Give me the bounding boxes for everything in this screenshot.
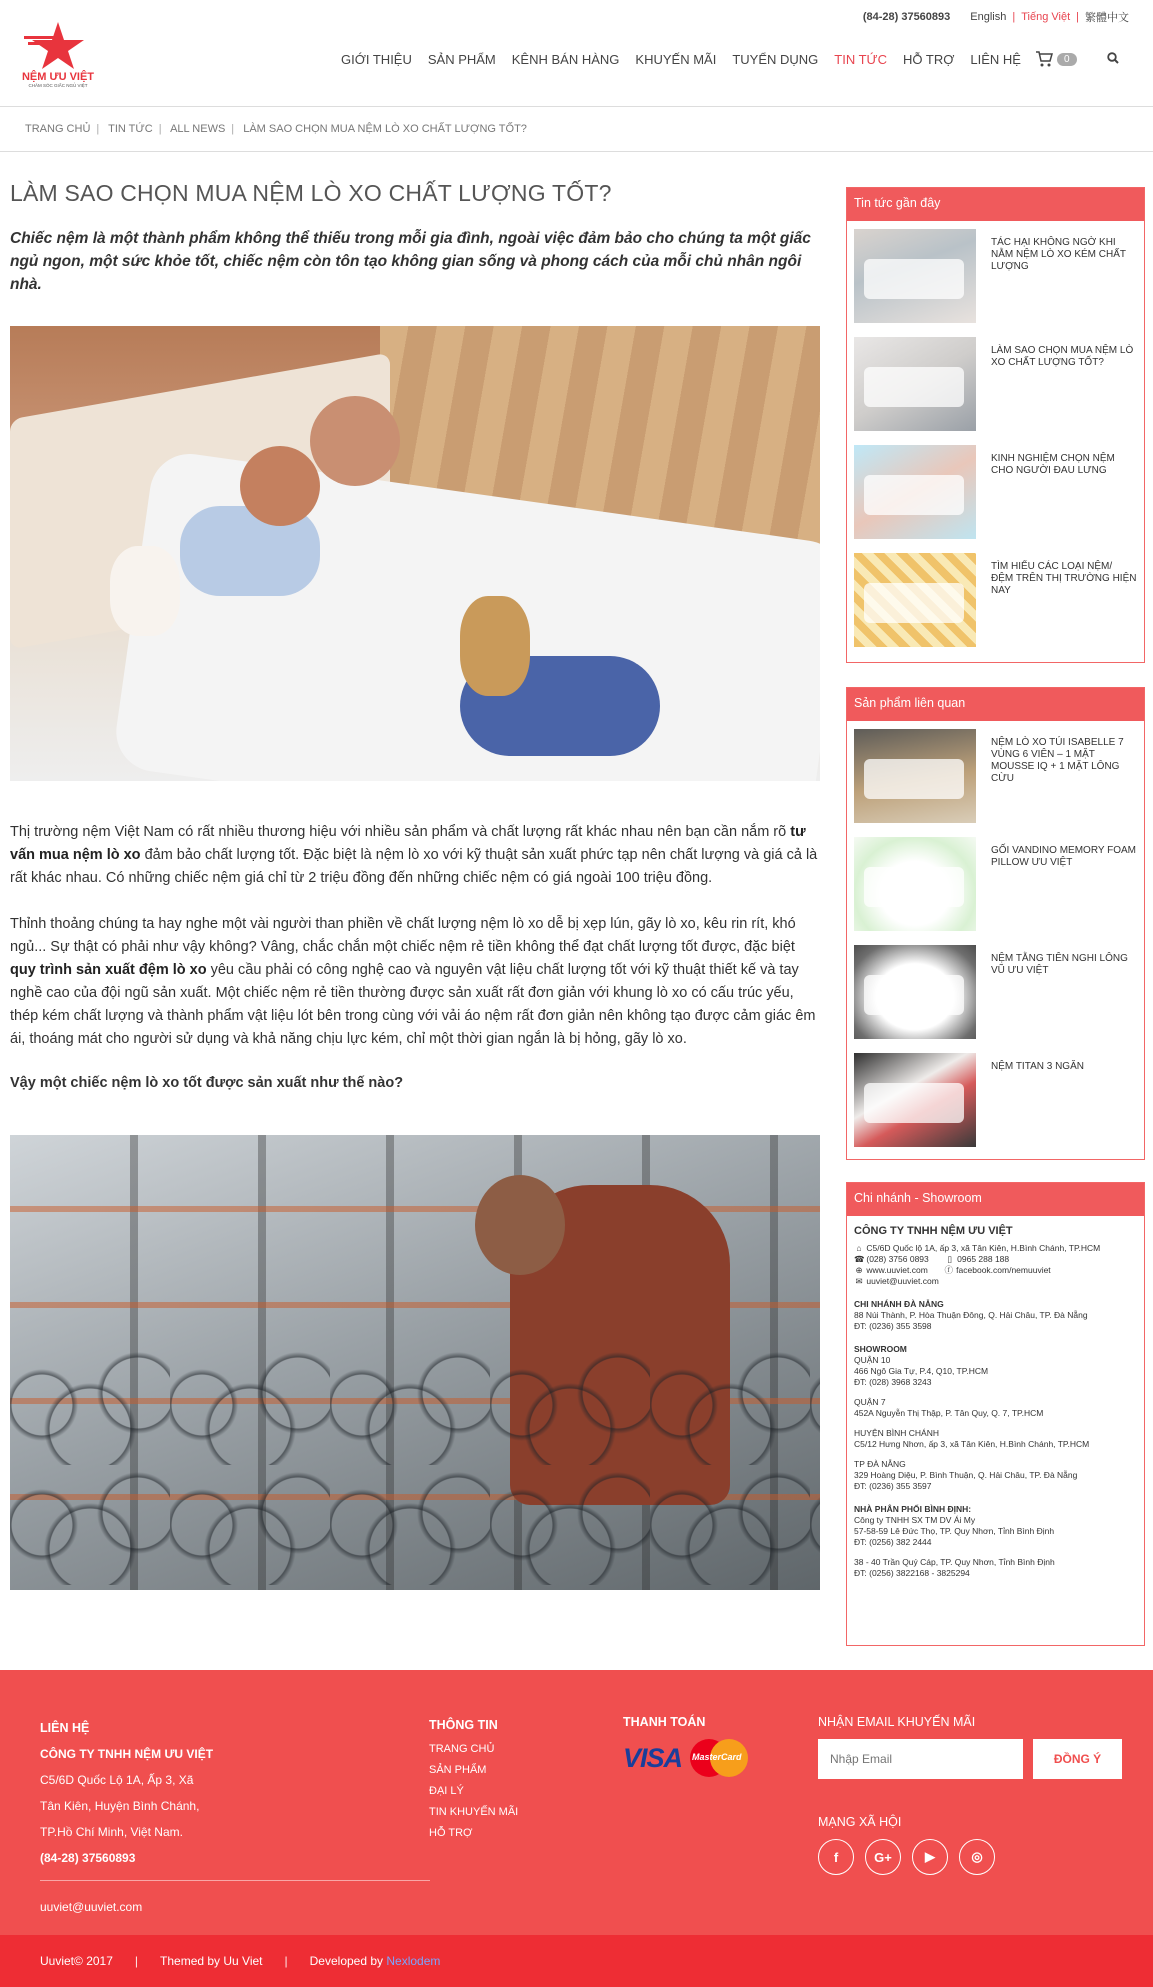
news-thumbnail[interactable]	[854, 445, 976, 539]
paragraph: Thỉnh thoảng chúng ta hay nghe một vài người than phiền về chất lượng nệm lò xo dễ bị xẹp lún, gãy lò xo, kêu rin rít, khó ngủ... Sự thật có phải như vậy không? Vâng, chắc chắn một chiếc nệm rẻ tiền không thể đạt chất lượng tốt được, đặc biệt quy trình sản xuất đệm lò xo yêu cầu phải có công nghệ cao và nguyên vật liệu chất lượng tốt với kỹ thuật thiết kế và tay nghề cao của đội ngũ sản xuất. Một chiếc nệm rẻ tiền thường được sản xuất rất đơn giản với khung lò xo có cấu trúc yếu, thép kém chất lượng và thành phẩm vật liệu lót bên trong cùng với vải áo nệm rất đơn giản nên không tạo được cảm giác êm ái, thoáng mát cho người sử dụng và khả năng chịu lực kém, chỉ một thời gian ngắn là bị hỏng, gãy lò xo.	[10, 916, 816, 1047]
branch-company: CÔNG TY TNHH NỆM ƯU VIỆT	[854, 1225, 1013, 1237]
news-link[interactable]: TÌM HIỂU CÁC LOẠI NỆM/ ĐỆM TRÊN THỊ TRƯỜNG HIỆN NAY	[991, 561, 1137, 596]
branch-address: 329 Hoàng Diệu, P. Bình Thuận, Q. Hải Châu, TP. Đà Nẵng	[854, 1470, 1078, 1480]
list-item[interactable]	[854, 945, 1137, 1043]
footer-heading: THÔNG TIN	[429, 1718, 498, 1732]
footer-subscribe	[818, 1715, 1122, 1875]
article-question: Vậy một chiếc nệm lò xo tốt được sản xuất như thế nào?	[10, 1075, 404, 1091]
footer-link-products[interactable]: SẢN PHẨM	[429, 1764, 487, 1776]
branch-phone: ĐT: (0236) 355 3597	[854, 1481, 932, 1491]
breadcrumb-all-news[interactable]: ALL NEWS	[170, 123, 226, 135]
youtube-icon[interactable]: ▶	[912, 1839, 948, 1875]
google-plus-icon[interactable]: G+	[865, 1839, 901, 1875]
divider: |	[1012, 11, 1016, 23]
list-item[interactable]	[854, 837, 1137, 935]
footer-info	[429, 1715, 518, 1844]
recent-news-widget	[846, 187, 1145, 663]
factory-worker-photo	[10, 1135, 820, 1590]
paragraph: Thị trường nệm Việt Nam có rất nhiều thương hiệu với nhiều sản phẩm và chất lượng rất khác nhau nên bạn cần nắm rõ tư vấn mua nệm lò xo đảm bảo chất lượng tốt. Đặc biệt là nệm lò xo với kỹ thuật sản xuất phức tạp nên chất lượng và giá cả là rất khác nhau. Có những chiếc nệm giá chỉ từ 2 triệu đồng đến những chiếc nệm có giá ngoài 100 triệu đồng.	[10, 824, 818, 886]
branch-phone: ĐT: (028) 3968 3243	[854, 1377, 932, 1387]
themed-by: Themed by Uu Viet	[160, 1954, 263, 1968]
nav-kenh-ban-hang[interactable]: KÊNH BÁN HÀNG	[511, 51, 620, 67]
news-link[interactable]: LÀM SAO CHỌN MUA NỆM LÒ XO CHẤT LƯỢNG TỐT?	[991, 345, 1134, 368]
header-phone[interactable]: (84-28) 37560893	[862, 11, 951, 23]
branch-heading: CHI NHÁNH ĐÀ NẴNG	[854, 1299, 944, 1309]
breadcrumb: TRANG CHỦ | TIN TỨC | ALL NEWS | LÀM SAO CHỌN MUA NỆM LÒ XO CHẤT LƯỢNG TỐT?	[25, 123, 527, 135]
link-tu-van[interactable]: tư vấn mua nệm lò xo	[10, 824, 806, 863]
nav-tin-tuc[interactable]: TIN TỨC	[834, 51, 888, 67]
list-item[interactable]	[854, 553, 1137, 651]
mastercard-logo: MasterCard	[690, 1739, 748, 1777]
footer-address: Tân Kiên, Huyện Bình Chánh,	[40, 1799, 200, 1813]
nav-tuyen-dung[interactable]: TUYỂN DỤNG	[732, 51, 819, 67]
footer-link-agents[interactable]: ĐẠI LÝ	[429, 1785, 464, 1797]
cart-icon	[1035, 51, 1053, 67]
footer-link-home[interactable]: TRANG CHỦ	[429, 1743, 495, 1755]
lang-vietnamese[interactable]: Tiếng Việt	[1021, 11, 1071, 23]
list-item[interactable]	[854, 729, 1137, 827]
footer-link-support[interactable]: HỖ TRỢ	[429, 1827, 473, 1839]
divider: |	[134, 1954, 139, 1968]
footer-address: C5/6D Quốc Lộ 1A, Ấp 3, Xã	[40, 1773, 194, 1787]
footer-company: CÔNG TY TNHH NỆM ƯU VIỆT	[40, 1747, 214, 1761]
footer-heading: NHẬN EMAIL KHUYẾN MÃI	[818, 1715, 976, 1729]
branch-address: 466 Ngô Gia Tự, P.4, Q10, TP.HCM	[854, 1366, 989, 1376]
branch-address: 57-58-59 Lê Đức Thọ, TP. Quy Nhơn, Tỉnh Bình Định	[854, 1526, 1055, 1536]
news-thumbnail[interactable]	[854, 337, 976, 431]
subscribe-button[interactable]: ĐỒNG Ý	[1033, 1739, 1122, 1779]
branch-label: TP ĐÀ NẴNG	[854, 1459, 906, 1469]
cart-count-badge: 0	[1057, 53, 1077, 66]
news-link[interactable]: TÁC HẠI KHÔNG NGỜ KHI NẰM NỆM LÒ XO KÉM CHẤT LƯỢNG	[991, 237, 1126, 272]
list-item[interactable]	[854, 229, 1137, 327]
product-link[interactable]: NỆM TẰNG TIÊN NGHI LÔNG VŨ ƯU VIỆT	[991, 953, 1128, 976]
logo-text: NỆM ƯU VIỆT	[21, 71, 95, 83]
link-quy-trinh[interactable]: quy trình sản xuất đệm lò xo	[10, 962, 207, 978]
phone-icon: ☎	[854, 1254, 865, 1264]
news-link[interactable]: KINH NGHIỆM CHỌN NỆM CHO NGƯỜI ĐAU LƯNG	[991, 453, 1115, 476]
related-products-widget	[846, 687, 1145, 1160]
email-link[interactable]: uuviet@uuviet.com	[866, 1276, 939, 1286]
star-logo-icon	[32, 22, 84, 69]
divider: |	[1076, 11, 1079, 23]
lang-english[interactable]: English	[970, 11, 1007, 23]
product-link[interactable]: NỆM LÒ XO TÚI ISABELLE 7 VÙNG 6 VIÊN – 1 MẶT MOUSSE IQ + 1 MẶT LÔNG CỪU	[991, 737, 1124, 784]
breadcrumb-current: LÀM SAO CHỌN MUA NỆM LÒ XO CHẤT LƯỢNG TỐT?	[243, 123, 527, 135]
main-nav	[333, 51, 1153, 67]
lang-chinese[interactable]: 繁體中文	[1085, 12, 1129, 24]
footer-address: TP.Hồ Chí Minh, Việt Nam.	[40, 1825, 183, 1839]
facebook-icon[interactable]: f	[818, 1839, 854, 1875]
search-icon	[1107, 52, 1119, 64]
footer-payment	[623, 1715, 748, 1777]
branch-phone: ĐT: (0236) 355 3598	[854, 1321, 932, 1331]
widget-title: Chi nhánh - Showroom	[847, 1183, 1144, 1216]
top-bar	[863, 9, 1129, 25]
list-item[interactable]	[854, 445, 1137, 543]
website-link[interactable]: www.uuviet.com	[866, 1265, 928, 1275]
logo-tagline: CHĂM SÓC GIẤC NGỦ VIỆT	[28, 83, 88, 88]
branch-heading: NHÀ PHÂN PHỐI BÌNH ĐỊNH:	[854, 1504, 972, 1514]
list-item[interactable]	[854, 1053, 1137, 1151]
nav-ho-tro[interactable]: HỖ TRỢ	[903, 51, 955, 67]
news-thumbnail[interactable]	[854, 229, 976, 323]
nav-gioi-thieu[interactable]: GIỚI THIỆU	[341, 51, 412, 67]
branch-widget	[846, 1182, 1145, 1646]
facebook-link[interactable]: facebook.com/nemuuviet	[956, 1265, 1051, 1275]
branch-heading: SHOWROOM	[854, 1344, 907, 1354]
product-thumbnail[interactable]	[854, 729, 976, 823]
footer	[0, 1670, 1153, 1935]
widget-title: Sản phẩm liên quan	[847, 688, 1144, 721]
globe-icon: ⊕	[855, 1265, 863, 1275]
visa-logo: VISA	[623, 1742, 683, 1773]
mobile-icon: ▯	[947, 1254, 953, 1264]
divider	[40, 1880, 430, 1881]
developer-link[interactable]: Nexlodem	[386, 1954, 441, 1968]
breadcrumb-home[interactable]: TRANG CHỦ	[25, 123, 91, 135]
article-body	[10, 821, 820, 1095]
branch-address: 38 - 40 Trần Quý Cáp, TP. Quy Nhơn, Tỉnh Bình Định	[854, 1557, 1055, 1567]
branch-address: C5/12 Hưng Nhơn, ấp 3, xã Tân Kiên, H.Bình Chánh, TP.HCM	[854, 1439, 1090, 1449]
widget-title: Tin tức gần đây	[847, 188, 1144, 221]
footer-phone[interactable]: (84-28) 37560893	[40, 1851, 136, 1865]
nav-lien-he[interactable]: LIÊN HỆ	[970, 51, 1021, 67]
branch-label: QUẬN 10	[854, 1355, 891, 1365]
copyright-bar	[0, 1935, 1153, 1987]
footer-heading: LIÊN HỆ	[40, 1721, 90, 1735]
header-divider	[0, 106, 1153, 107]
family-bed-photo	[10, 326, 820, 781]
article-lead: Chiếc nệm là một thành phẩm không thể thiếu trong mỗi gia đình, ngoài việc đảm bảo cho chúng ta một giấc ngủ ngon, một sức khỏe tốt, chiếc nệm còn tôn tạo không gian sống và phong cách của mỗi chủ nhân ngôi nhà.	[10, 230, 811, 293]
cart-button[interactable]	[1035, 51, 1077, 67]
branch-address: 452A Nguyễn Thị Thập, P. Tân Quy, Q. 7, TP.HCM	[854, 1408, 1044, 1418]
search-button[interactable]	[1107, 52, 1119, 67]
list-item[interactable]	[854, 337, 1137, 435]
branch-label: HUYỆN BÌNH CHÁNH	[854, 1428, 940, 1438]
branch-label: QUẬN 7	[854, 1397, 886, 1407]
product-thumbnail[interactable]	[854, 1053, 976, 1147]
news-thumbnail[interactable]	[854, 553, 976, 647]
footer-heading: THANH TOÁN	[623, 1715, 706, 1729]
branch-phone: ĐT: (0256) 3822168 - 3825294	[854, 1568, 970, 1578]
branch-label: Công ty TNHH SX TM DV Ái My	[854, 1515, 976, 1525]
footer-email[interactable]: uuviet@uuviet.com	[40, 1900, 143, 1914]
product-thumbnail[interactable]	[854, 945, 976, 1039]
divider: |	[284, 1954, 288, 1968]
breadcrumb-news[interactable]: TIN TỨC	[108, 123, 153, 135]
mail-icon: ✉	[855, 1276, 863, 1286]
product-thumbnail[interactable]	[854, 837, 976, 931]
home-icon: ⌂	[856, 1243, 862, 1253]
instagram-icon[interactable]: ◎	[959, 1839, 995, 1875]
developed-by: Developed by	[309, 1954, 384, 1968]
facebook-icon: ⓕ	[944, 1265, 954, 1275]
article	[10, 180, 820, 1590]
branch-address: 88 Núi Thành, P. Hòa Thuận Đông, Q. Hải Châu, TP. Đà Nẵng	[854, 1310, 1088, 1320]
article-title: LÀM SAO CHỌN MUA NỆM LÒ XO CHẤT LƯỢNG TỐT?	[10, 180, 612, 206]
newsletter-email-input[interactable]	[818, 1739, 1023, 1779]
footer-link-promotions[interactable]: TIN KHUYẾN MÃI	[429, 1806, 519, 1818]
nav-khuyen-mai[interactable]: KHUYẾN MÃI	[635, 51, 717, 67]
copyright-text: Uuviet© 2017	[40, 1954, 113, 1968]
footer-heading: MẠNG XÃ HỘI	[818, 1815, 902, 1829]
branch-phone: ĐT: (0256) 382 2444	[854, 1537, 932, 1547]
breadcrumb-divider	[0, 151, 1153, 152]
product-link[interactable]: GỐI VANDINO MEMORY FOAM PILLOW ƯU VIỆT	[991, 845, 1137, 868]
branch-info: CÔNG TY TNHH NỆM ƯU VIỆT ⌂ C5/6D Quốc lộ 1A, ấp 3, xã Tân Kiên, H.Bình Chánh, TP.HCM ☎ (028) 3756 0893 ▯ 0965 288 188 ⊕ www.uuviet.com ⓕ facebook.com/nemuuviet ✉ uuviet@uuviet.com CHI NHÁNH ĐÀ NẴNG 88 Núi Thành, P. Hòa Thuận Đông, Q. Hải Châu, TP. Đà Nẵng ĐT: (0236) 355 3598 SHOWROOM QUẬN 10 466 Ngô Gia Tự, P.4, Q10, TP.HCM ĐT: (028) 3968 3243 QUẬN 7 452A Nguyễn Thị Thập, P. Tân Quy, Q. 7, TP.HCM HUYỆN BÌNH CHÁNH C5/12 Hưng Nhơn, ấp 3, xã Tân Kiên, H.Bình Chánh, TP.HCM TP ĐÀ NẴNG 329 Hoàng Diệu, P. Bình Thuận, Q. Hải Châu, TP. Đà Nẵng ĐT: (0236) 355 3597 NHÀ PHÂN PHỐI BÌNH ĐỊNH: Công ty TNHH SX TM DV Ái My 57-58-59 Lê Đức Thọ, TP. Quy Nhơn, Tỉnh Bình Định ĐT: (0256) 382 2444 38 - 40 Trần Quý Cáp, TP. Quy Nhơn, Tỉnh Bình Định ĐT: (0256) 3822168 - 3825294	[847, 1216, 1144, 1587]
footer-contact	[40, 1715, 430, 1871]
nav-san-pham[interactable]: SẢN PHẨM	[427, 51, 496, 67]
site-logo[interactable]	[6, 22, 111, 88]
product-link[interactable]: NỆM TITAN 3 NGĂN	[991, 1061, 1084, 1072]
